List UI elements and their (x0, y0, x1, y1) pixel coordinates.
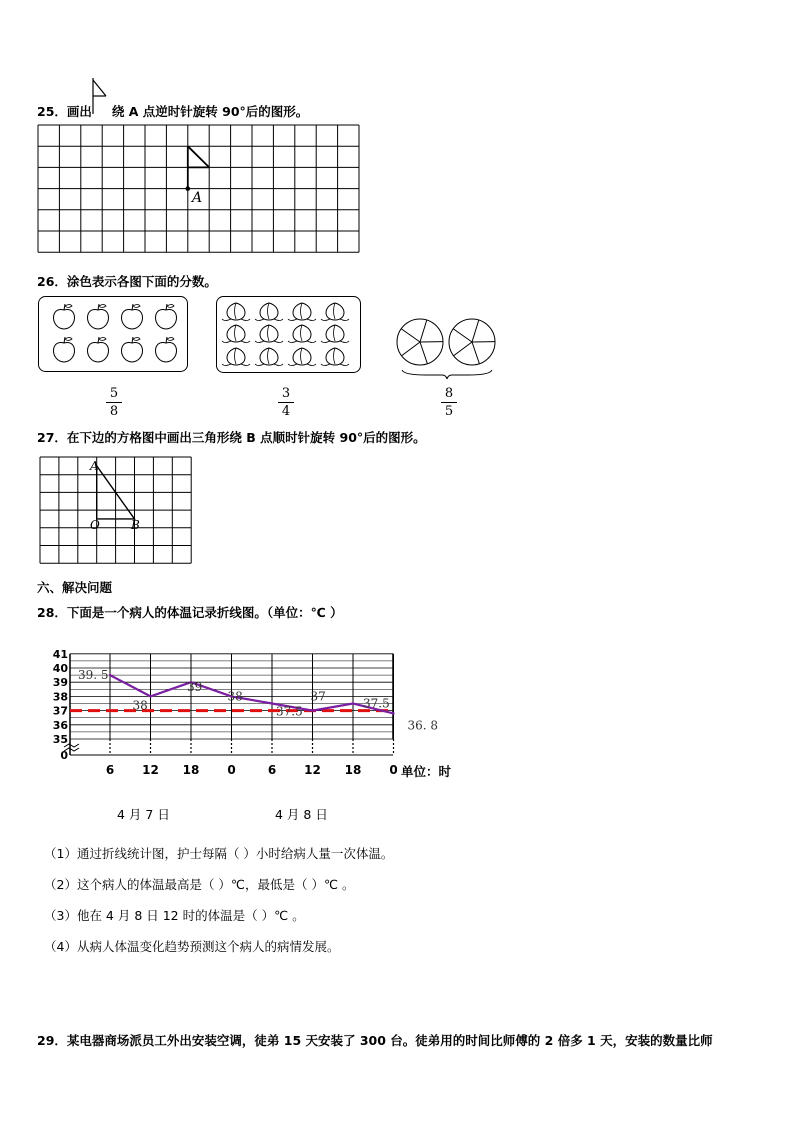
x-tick-label: 12 (142, 763, 159, 777)
q28-sub-4: （4）从病人体温变化趋势预测这个病人的病情发展。 (44, 939, 340, 954)
apple-stem (132, 337, 133, 343)
data-label: 39 (187, 680, 203, 695)
date-label-2: 4 月 8 日 (275, 807, 328, 822)
q25-text-before: 画出 (66, 104, 92, 119)
apple-icon (122, 310, 143, 329)
peach-crease (301, 348, 303, 364)
apple-leaf (99, 338, 106, 341)
point-o-label: O (90, 518, 100, 532)
peach-icon (293, 348, 311, 365)
data-point (311, 709, 313, 711)
peach-crease (268, 325, 270, 341)
fraction-5-8: 5 8 (104, 386, 124, 419)
point-b-label: B (131, 518, 140, 532)
data-point (392, 712, 394, 714)
apple-stem (98, 304, 99, 310)
flag-shape-icon (92, 90, 112, 126)
y-tick-label: 36 (52, 718, 68, 732)
point-a-label: A (192, 190, 203, 206)
temperature-line-chart (0, 640, 470, 790)
q28-sub-3: （3）他在 4 月 8 日 12 时的体温是（ ）℃ 。 (44, 908, 305, 923)
q28-sub-1: （1）通过折线统计图，护士每隔（ ）小时给病人量一次体温。 (44, 846, 394, 861)
apple-leaf (65, 305, 72, 308)
peach-crease (301, 303, 303, 319)
peach-crease (334, 303, 336, 319)
apple-stem (64, 337, 65, 343)
y-tick-label: 40 (52, 662, 68, 675)
apple-icon (88, 310, 109, 329)
data-point (149, 695, 151, 697)
data-label: 37 (310, 689, 326, 704)
q28-prompt: 28．下面是一个病人的体温记录折线图。（单位：℃ ） (37, 605, 343, 620)
apple-leaf (167, 338, 174, 341)
data-point (352, 702, 354, 704)
circle-divider (402, 342, 420, 356)
fraction-8-5: 8 5 (439, 386, 459, 419)
data-label: 36. 8 (407, 718, 439, 733)
y-tick-label: 37 (52, 704, 68, 718)
peach-crease (268, 348, 270, 364)
circle-divider (453, 329, 472, 342)
x-tick-label: 18 (344, 763, 362, 777)
y-tick-label: 38 (52, 690, 68, 704)
data-point (109, 674, 111, 676)
x-tick-label: 12 (304, 763, 321, 777)
apple-leaf (99, 305, 106, 308)
peach-icon (260, 325, 278, 342)
y-tick-label: 41 (52, 647, 68, 661)
apple-icon (54, 343, 75, 362)
apple-icon (156, 310, 177, 329)
x-unit-label: 单位：时 (401, 764, 452, 779)
data-label: 38 (132, 698, 148, 713)
y-tick-label: 35 (52, 733, 68, 746)
q28-sub-2: （2）这个病人的体温最高是（ ）℃，最低是（ ）℃ 。 (44, 877, 355, 892)
q29-prompt: 29．某电器商场派员工外出安装空调，徒弟 15 天安装了 300 台。徒弟用的时间比师傅的 2 倍多 1 天，安装的数量比师 (37, 1033, 713, 1048)
peach-crease (268, 303, 270, 319)
data-point (271, 702, 273, 704)
circle-divider (472, 342, 479, 364)
peach-icon (260, 348, 278, 365)
x-tick-label: 0 (389, 763, 398, 777)
peach-crease (235, 303, 237, 319)
circle-divider (472, 320, 479, 342)
point-a-dot (186, 186, 191, 191)
q26-prompt: 26．涂色表示各图下面的分数。 (37, 274, 217, 289)
apple-leaf (133, 338, 140, 341)
apple-icon (122, 343, 143, 362)
peach-icon (260, 303, 278, 320)
y-tick-label: 39 (52, 676, 68, 690)
apple-stem (64, 304, 65, 310)
apple-icon (156, 343, 177, 362)
x-tick-label: 0 (227, 763, 236, 777)
q27-grid (40, 457, 192, 564)
apple-stem (166, 304, 167, 310)
point-a-label: A (90, 459, 99, 473)
apple-leaf (133, 305, 140, 308)
peach-icon (227, 325, 245, 342)
data-label: 37.5 (363, 696, 390, 711)
apple-icon (88, 343, 109, 362)
peach-icon (326, 348, 344, 365)
circle-divider (401, 329, 420, 342)
date-label-1: 4 月 7 日 (117, 807, 170, 822)
circle-divider (454, 342, 472, 356)
circle-divider (420, 320, 427, 342)
circles-group (396, 318, 498, 378)
q25-prompt (37, 90, 308, 126)
x-tick-label: 6 (105, 763, 115, 777)
apple-leaf (167, 305, 174, 308)
apple-icon (54, 310, 75, 329)
q25-text-after: 绕 A 点逆时针旋转 90°后的图形。 (111, 104, 309, 119)
apple-stem (132, 304, 133, 310)
fraction-3-4: 3 4 (276, 386, 296, 419)
peach-crease (334, 348, 336, 364)
data-label: 39. 5 (78, 668, 109, 683)
data-label: 37.5 (276, 704, 303, 719)
peach-crease (334, 325, 336, 341)
y-tick-label: 0 (60, 749, 68, 762)
peach-icon (227, 348, 245, 365)
apple-leaf (65, 338, 72, 341)
peach-icon (293, 303, 311, 320)
x-tick-label: 18 (182, 763, 200, 777)
flag-diagonal (188, 146, 209, 167)
peaches-box (216, 296, 361, 373)
peach-crease (235, 325, 237, 341)
x-tick-label: 6 (267, 763, 277, 777)
peach-icon (293, 325, 311, 342)
apple-stem (166, 337, 167, 343)
data-label: 38 (227, 689, 243, 704)
circle-divider (420, 342, 427, 364)
peach-icon (326, 303, 344, 320)
q27-prompt: 27．在下边的方格图中画出三角形绕 B 点顺时针旋转 90°后的图形。 (37, 430, 426, 445)
temperature-line (110, 675, 394, 713)
peach-crease (301, 325, 303, 341)
apples-box (38, 296, 188, 372)
section-title: 六、解决问题 (37, 580, 113, 595)
peach-crease (235, 348, 237, 364)
peach-icon (326, 325, 344, 342)
question-number: 25． (37, 104, 67, 119)
peach-icon (227, 303, 245, 320)
q25-grid (38, 125, 360, 253)
apple-stem (98, 337, 99, 343)
